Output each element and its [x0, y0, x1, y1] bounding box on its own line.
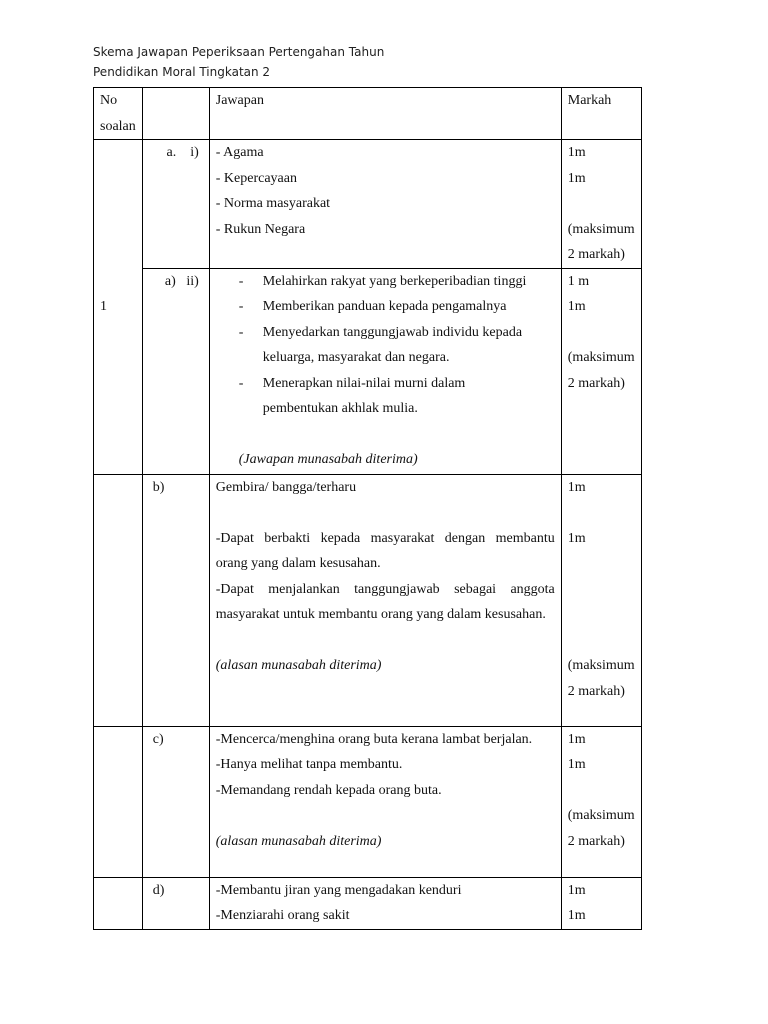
- label-a-i: a. i): [142, 140, 209, 269]
- label-a-ii: a) ii): [142, 268, 209, 474]
- answer-d: [209, 877, 561, 929]
- answer-c: -Mencerca/menghina orang buta kerana lambat berjalan. -Hanya melihat tanpa membantu. -Memandang rendah kepada orang buta. (alasan munasabah diterima): [209, 726, 561, 877]
- list-item: - Menerapkan nilai-nilai murni dalam pembentukan akhlak mulia.: [216, 371, 555, 422]
- list-item: - Kepercayaan: [215, 170, 297, 186]
- answer-a-ii: [209, 268, 561, 474]
- note-text: (alasan munasabah diterima): [215, 658, 382, 673]
- list-item: - Agama: [215, 145, 264, 160]
- question-number-cell-empty: [94, 726, 143, 877]
- answer-list: [216, 269, 555, 422]
- table-row-d: [94, 877, 642, 929]
- note-text: (Jawapan munasabah diterima): [238, 452, 418, 467]
- list-item: -Menziarahi orang sakit: [215, 908, 350, 923]
- marks-d: 1m 1m: [561, 877, 641, 929]
- header-subtitle: Pendidikan Moral Tingkatan 2: [93, 65, 271, 79]
- list-item: -Membantu jiran yang mengadakan kenduri: [215, 882, 462, 898]
- table-row-a-i: [94, 140, 642, 269]
- question-number-cell: 1: [94, 140, 143, 475]
- marks-c: 1m 1m (maksimum 2 markah): [561, 726, 641, 877]
- label-d: d): [142, 877, 209, 929]
- header-title: Skema Jawapan Peperiksaan Pertengahan Tahun: [93, 45, 385, 59]
- table-row-b: [94, 474, 642, 726]
- list-item: - Menyedarkan tanggungjawab individu kepada keluarga, masyarakat dan negara.: [216, 320, 555, 371]
- answer-scheme-table: [93, 87, 642, 930]
- document-header: [93, 42, 384, 82]
- answer-a-i: [209, 140, 561, 269]
- marks-b: 1m 1m (maksimum 2 markah): [561, 474, 641, 726]
- table-row-c: [94, 726, 642, 877]
- question-number-cell-empty: [94, 877, 143, 929]
- list-item: - Rukun Negara: [215, 221, 306, 237]
- list-item: - Norma masyarakat: [215, 196, 331, 211]
- table-header-row: [94, 88, 642, 140]
- question-number-cell-empty: [94, 474, 143, 726]
- list-item: - Memberikan panduan kepada pengamalnya: [216, 294, 555, 320]
- header-marks: Markah: [561, 88, 641, 140]
- marks-a-ii: 1 m 1m (maksimum 2 markah): [561, 268, 641, 474]
- header-question-no: No soalan: [94, 88, 143, 140]
- label-c: c): [142, 726, 209, 877]
- note-text: (alasan munasabah diterima): [215, 833, 382, 849]
- table-row-a-ii: [94, 268, 642, 474]
- label-b: b): [142, 474, 209, 726]
- header-blank: [142, 88, 209, 140]
- marks-a-i: 1m 1m (maksimum 2 markah): [561, 140, 641, 269]
- list-item: - Melahirkan rakyat yang berkeperibadian tinggi: [216, 269, 555, 295]
- answer-b: Gembira/ bangga/terharu -Dapat berbakti kepada masyarakat dengan membantu orang yang dalam kesusahan. -Dapat menjalankan tanggungjawab sebagai anggota masyarakat untuk membantu orang yang dalam kesusahan. (alasan munasabah diterima): [209, 474, 561, 726]
- header-answer: Jawapan: [209, 88, 561, 140]
